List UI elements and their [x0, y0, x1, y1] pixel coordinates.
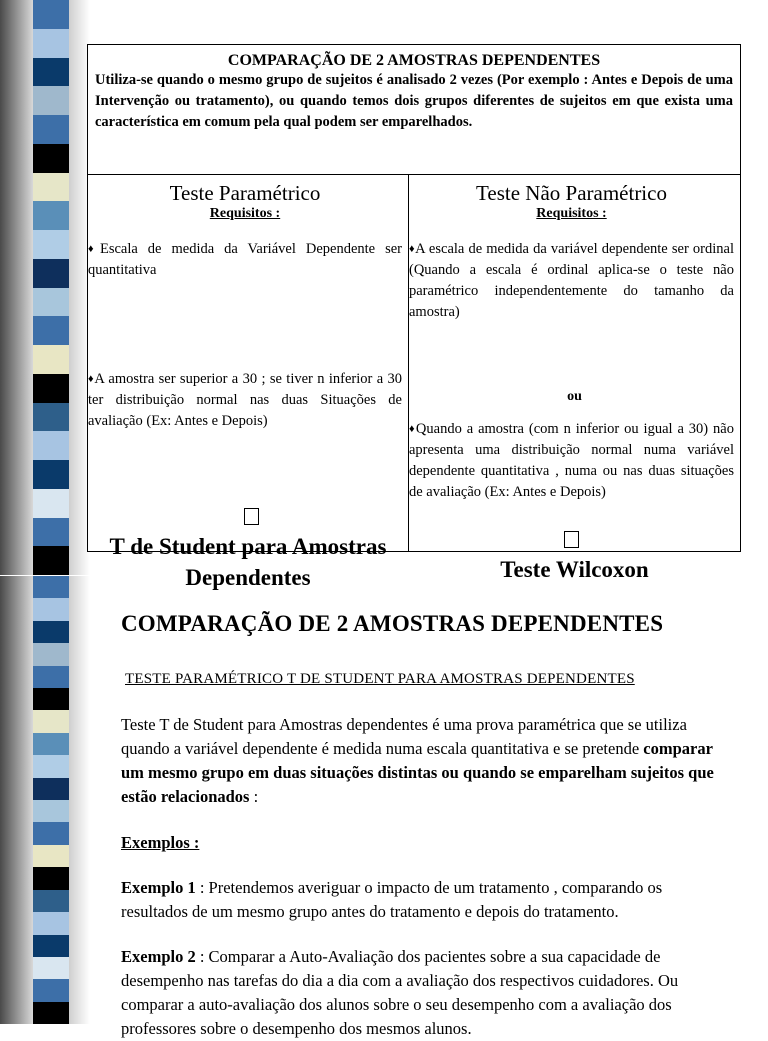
- placeholder-box-icon: [564, 531, 579, 548]
- sidebar-stripe: [33, 800, 69, 822]
- sidebar-stripe: [33, 778, 69, 800]
- example-1-label: Exemplo 1: [121, 878, 196, 897]
- decorative-sidebar: [0, 576, 90, 1024]
- sidebar-stripe: [33, 58, 69, 87]
- table-title: COMPARAÇÃO DE 2 AMOSTRAS DEPENDENTES: [227, 52, 601, 69]
- or-separator: ou: [567, 389, 582, 404]
- placeholder-box-icon: [244, 508, 259, 525]
- sidebar-stripe: [33, 867, 69, 889]
- sidebar-stripe: [33, 688, 69, 710]
- sidebar-stripe: [33, 845, 69, 867]
- diamond-bullet-icon: ♦: [409, 243, 416, 255]
- diamond-bullet-icon: ♦: [88, 373, 95, 385]
- sidebar-stripe: [33, 643, 69, 665]
- sidebar-stripe: [33, 546, 69, 575]
- nonparametric-result: Teste Wilcoxon: [500, 557, 649, 582]
- sidebar-stripe: [33, 316, 69, 345]
- slide-title: COMPARAÇÃO DE 2 AMOSTRAS DEPENDENTES: [121, 611, 664, 636]
- sidebar-stripe: [33, 576, 69, 598]
- nonparametric-requirement-1: ♦A escala de medida da variável dependente ser ordinal (Quando a escala é ordinal aplica-se o teste não paramétrico independentemente do tamanho da amostra): [409, 241, 734, 320]
- table-intro: Utiliza-se quando o mesmo grupo de sujeitos é analisado 2 vezes (Por exemplo : Antes e Depois de uma Intervenção ou tratamento), ou quando temos dois grupos diferentes de sujeitos em que exista uma característica em comum pela qual podem ser emparelhados.: [95, 72, 733, 130]
- sidebar-stripe: [33, 890, 69, 912]
- examples-heading: Exemplos :: [121, 833, 200, 852]
- sidebar-stripe: [33, 288, 69, 317]
- diamond-bullet-icon: ♦: [88, 243, 100, 255]
- sidebar-stripe: [33, 666, 69, 688]
- nonparametric-heading: Teste Não Paramétrico: [476, 181, 667, 205]
- parametric-requirement-2: ♦A amostra ser superior a 30 ; se tiver n inferior a 30 ter distribuição normal nas duas Situações de avaliação (Ex: Antes e Depois): [88, 371, 402, 429]
- sidebar-stripe: [33, 621, 69, 643]
- sidebar-stripe: [33, 710, 69, 732]
- sidebar-stripe: [33, 144, 69, 173]
- sidebar-stripe: [33, 345, 69, 374]
- sidebar-stripe: [33, 755, 69, 777]
- definition-paragraph: Teste T de Student para Amostras dependentes é uma prova paramétrica que se utiliza quando a variável dependente é medida numa escala quantitativa e se pretende comparar um mesmo grupo em duas situações distintas ou quando se emparelham sujeitos que estão relacionados :: [121, 715, 714, 806]
- sidebar-stripe: [33, 0, 69, 29]
- sidebar-stripe: [33, 979, 69, 1001]
- sidebar-stripe: [33, 115, 69, 144]
- sidebar-stripe: [33, 598, 69, 620]
- sidebar-stripe: [33, 230, 69, 259]
- nonparametric-requirement-2: ♦Quando a amostra (com n inferior ou igual a 30) não apresenta uma distribuição normal numa variável dependente quantitativa , numa ou nas duas situações de avaliação (Ex: Antes e Depois): [409, 421, 734, 500]
- sidebar-stripe: [33, 460, 69, 489]
- sidebar-stripe: [33, 518, 69, 547]
- sidebar-stripe: [33, 1002, 69, 1024]
- sidebar-stripe: [33, 912, 69, 934]
- parametric-requirement-1: ♦Escala de medida da Variável Dependente ser quantitativa: [88, 241, 402, 278]
- sidebar-stripe: [33, 86, 69, 115]
- sidebar-stripe: [33, 935, 69, 957]
- sidebar-stripe: [33, 259, 69, 288]
- example-2: Exemplo 2 : Comparar a Auto-Avaliação dos pacientes sobre a sua capacidade de desempenho nas tarefas do dia a dia com a avaliação dos respectivos cuidadores. Ou comparar a auto-avaliação dos alunos sobre o seu desempenho com a avaliação dos professores sobre o desempenho dos mesmos alunos.: [121, 947, 679, 1038]
- sidebar-stripes: [33, 576, 69, 1024]
- comparison-table: [87, 44, 741, 590]
- sidebar-stripe: [33, 403, 69, 432]
- sidebar-stripe: [33, 822, 69, 844]
- diamond-bullet-icon: ♦: [409, 423, 416, 435]
- nonparametric-column: [409, 175, 740, 582]
- sidebar-stripe: [33, 957, 69, 979]
- sidebar-stripe: [33, 201, 69, 230]
- sidebar-stripe: [33, 733, 69, 755]
- sidebar-stripe: [33, 374, 69, 403]
- decorative-sidebar: [0, 0, 90, 575]
- parametric-result: T de Student para Amostras Dependentes: [109, 534, 387, 590]
- example-1: Exemplo 1 : Pretendemos averiguar o impacto de um tratamento , comparando os resultados de um mesmo grupo antes do tratamento e depois do tratamento.: [121, 878, 663, 921]
- sidebar-stripe: [33, 29, 69, 58]
- nonparametric-requisitos: Requisitos :: [536, 206, 607, 221]
- table-header: [88, 45, 740, 175]
- sidebar-stripe: [33, 489, 69, 518]
- parametric-column: [88, 175, 409, 590]
- slide-subtitle: TESTE PARAMÉTRICO T DE STUDENT PARA AMOSTRAS DEPENDENTES: [125, 671, 635, 687]
- sidebar-stripes: [33, 0, 69, 575]
- example-2-label: Exemplo 2: [121, 947, 196, 966]
- definition-emphasis: comparar um mesmo grupo em duas situações distintas ou quando se emparelham sujeitos que estão relacionados: [121, 739, 714, 806]
- sidebar-stripe: [33, 431, 69, 460]
- parametric-requisitos: Requisitos :: [209, 206, 281, 221]
- sidebar-stripe: [33, 173, 69, 202]
- parametric-heading: Teste Paramétrico: [169, 181, 321, 205]
